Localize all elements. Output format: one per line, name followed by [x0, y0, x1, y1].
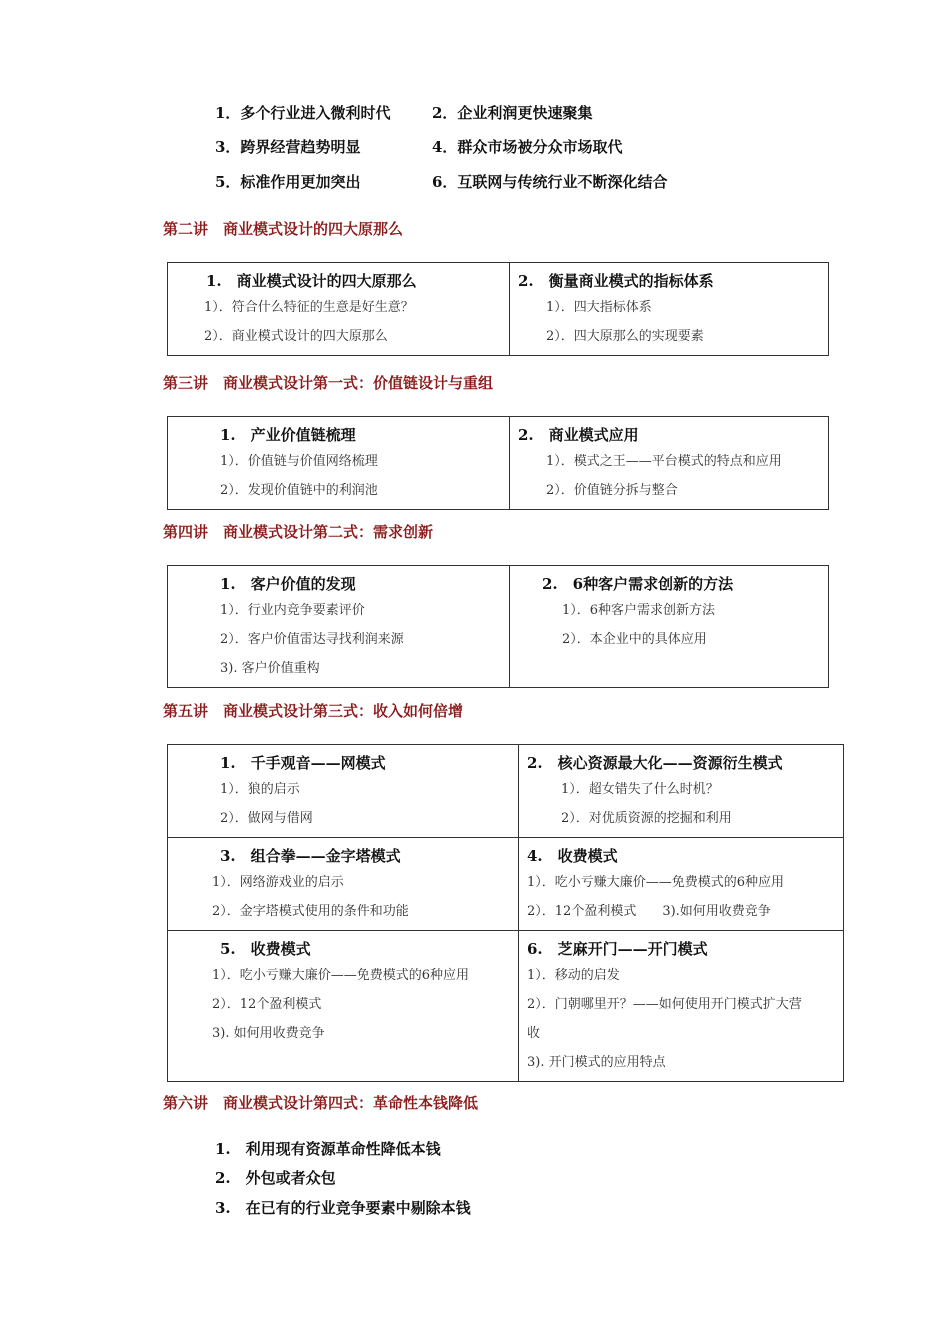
outline-cell-title: 1. 客户价值的发现 [220, 575, 356, 593]
outline-sub-item: 1）．移动的启发 [527, 968, 620, 983]
outline-cell [168, 745, 519, 838]
outline-sub-item: 1）．模式之王——平台模式的特点和应用 [546, 454, 782, 469]
list-item: 1. 利用现有资源革命性降低本钱 [215, 1140, 441, 1158]
section-title-lecture-2: 第二讲 商业模式设计的四大原那么 [163, 220, 404, 238]
lecture-4-table [167, 565, 829, 688]
outline-cell-title: 2. 6种客户需求创新的方法 [542, 575, 734, 593]
outline-cell-title: 2. 商业模式应用 [518, 426, 639, 444]
outline-sub-item: 1）．超女错失了什么时机？ [561, 782, 719, 797]
outline-cell-title: 1. 产业价值链梳理 [220, 426, 356, 444]
outline-cell [168, 417, 510, 510]
outline-sub-item: 2）．12个盈利模式 3).如何用收费竞争 [527, 904, 771, 919]
outline-sub-item: 3). 客户价值重构 [220, 661, 320, 676]
outline-sub-item: 3). 如何用收费竞争 [212, 1026, 325, 1041]
lecture-5-table [167, 744, 844, 1082]
outline-sub-item: 2）．客户价值雷达寻找利润来源 [220, 632, 404, 647]
trend-item: 4．群众市场被分众市场取代 [432, 138, 623, 156]
outline-sub-item: 2）．门朝哪里开？——如何使用开门模式扩大营 [527, 997, 802, 1012]
outline-sub-item: 2）．四大原那么的实现要素 [546, 329, 704, 344]
outline-cell [168, 566, 510, 688]
outline-cell [168, 263, 510, 356]
outline-sub-item: 1）．价值链与价值网络梳理 [220, 454, 378, 469]
outline-sub-item: 1）．6种客户需求创新方法 [562, 603, 716, 618]
outline-cell [519, 838, 844, 931]
section-title-lecture-5: 第五讲 商业模式设计第三式：收入如何倍增 [163, 702, 464, 720]
outline-cell-title: 2. 衡量商业模式的指标体系 [518, 272, 714, 290]
outline-cell [519, 931, 844, 1082]
outline-sub-item: 2）．发现价值链中的利润池 [220, 483, 378, 498]
outline-sub-item: 3). 开门模式的应用特点 [527, 1055, 666, 1070]
outline-sub-item: 2）．对优质资源的挖掘和利用 [561, 811, 732, 826]
outline-cell-title: 2. 核心资源最大化——资源衍生模式 [527, 754, 783, 772]
outline-cell [168, 931, 519, 1082]
outline-cell [168, 838, 519, 931]
outline-sub-item: 2）．做网与借网 [220, 811, 313, 826]
outline-sub-item: 1）．四大指标体系 [546, 300, 652, 315]
outline-cell-title: 3. 组合拳——金字塔模式 [220, 847, 401, 865]
outline-cell [510, 263, 829, 356]
trend-item: 6．互联网与传统行业不断深化结合 [432, 173, 668, 191]
outline-sub-item: 2）．金字塔模式使用的条件和功能 [212, 904, 409, 919]
outline-sub-item: 收 [527, 1026, 541, 1041]
outline-sub-item: 2）．12个盈利模式 [212, 997, 322, 1012]
outline-cell-title: 1. 千手观音——网模式 [220, 754, 386, 772]
section-title-lecture-4: 第四讲 商业模式设计第二式：需求创新 [163, 523, 434, 541]
outline-sub-item: 2）．价值链分拆与整合 [546, 483, 678, 498]
trend-item: 2．企业利润更快速聚集 [432, 104, 593, 122]
outline-sub-item: 1）．吃小亏赚大廉价——免费模式的6种应用 [212, 968, 470, 983]
outline-sub-item: 2）．商业模式设计的四大原那么 [204, 329, 388, 344]
outline-sub-item: 1）．网络游戏业的启示 [212, 875, 344, 890]
section-title-lecture-6: 第六讲 商业模式设计第四式：革命性本钱降低 [163, 1094, 479, 1112]
outline-sub-item: 1）．狼的启示 [220, 782, 300, 797]
outline-sub-item: 1）．行业内竞争要素评价 [220, 603, 365, 618]
trend-item: 1．多个行业进入微利时代 [215, 104, 391, 122]
outline-cell [519, 745, 844, 838]
trend-item: 3．跨界经营趋势明显 [215, 138, 361, 156]
outline-cell [510, 417, 829, 510]
outline-sub-item: 2）．本企业中的具体应用 [562, 632, 707, 647]
outline-cell-title: 4. 收费模式 [527, 847, 618, 865]
section-title-lecture-3: 第三讲 商业模式设计第一式：价值链设计与重组 [163, 374, 494, 392]
outline-cell [510, 566, 829, 688]
list-item: 2. 外包或者众包 [215, 1169, 336, 1187]
outline-cell-title: 1. 商业模式设计的四大原那么 [206, 272, 417, 290]
trend-item: 5．标准作用更加突出 [215, 173, 361, 191]
lecture-2-table [167, 262, 829, 356]
outline-sub-item: 1）．吃小亏赚大廉价——免费模式的6种应用 [527, 875, 785, 890]
outline-cell-title: 6. 芝麻开门——开门模式 [527, 940, 708, 958]
outline-sub-item: 1）．符合什么特征的生意是好生意？ [204, 300, 414, 315]
outline-cell-title: 5. 收费模式 [220, 940, 311, 958]
list-item: 3. 在已有的行业竞争要素中剔除本钱 [215, 1199, 471, 1217]
lecture-3-table [167, 416, 829, 510]
